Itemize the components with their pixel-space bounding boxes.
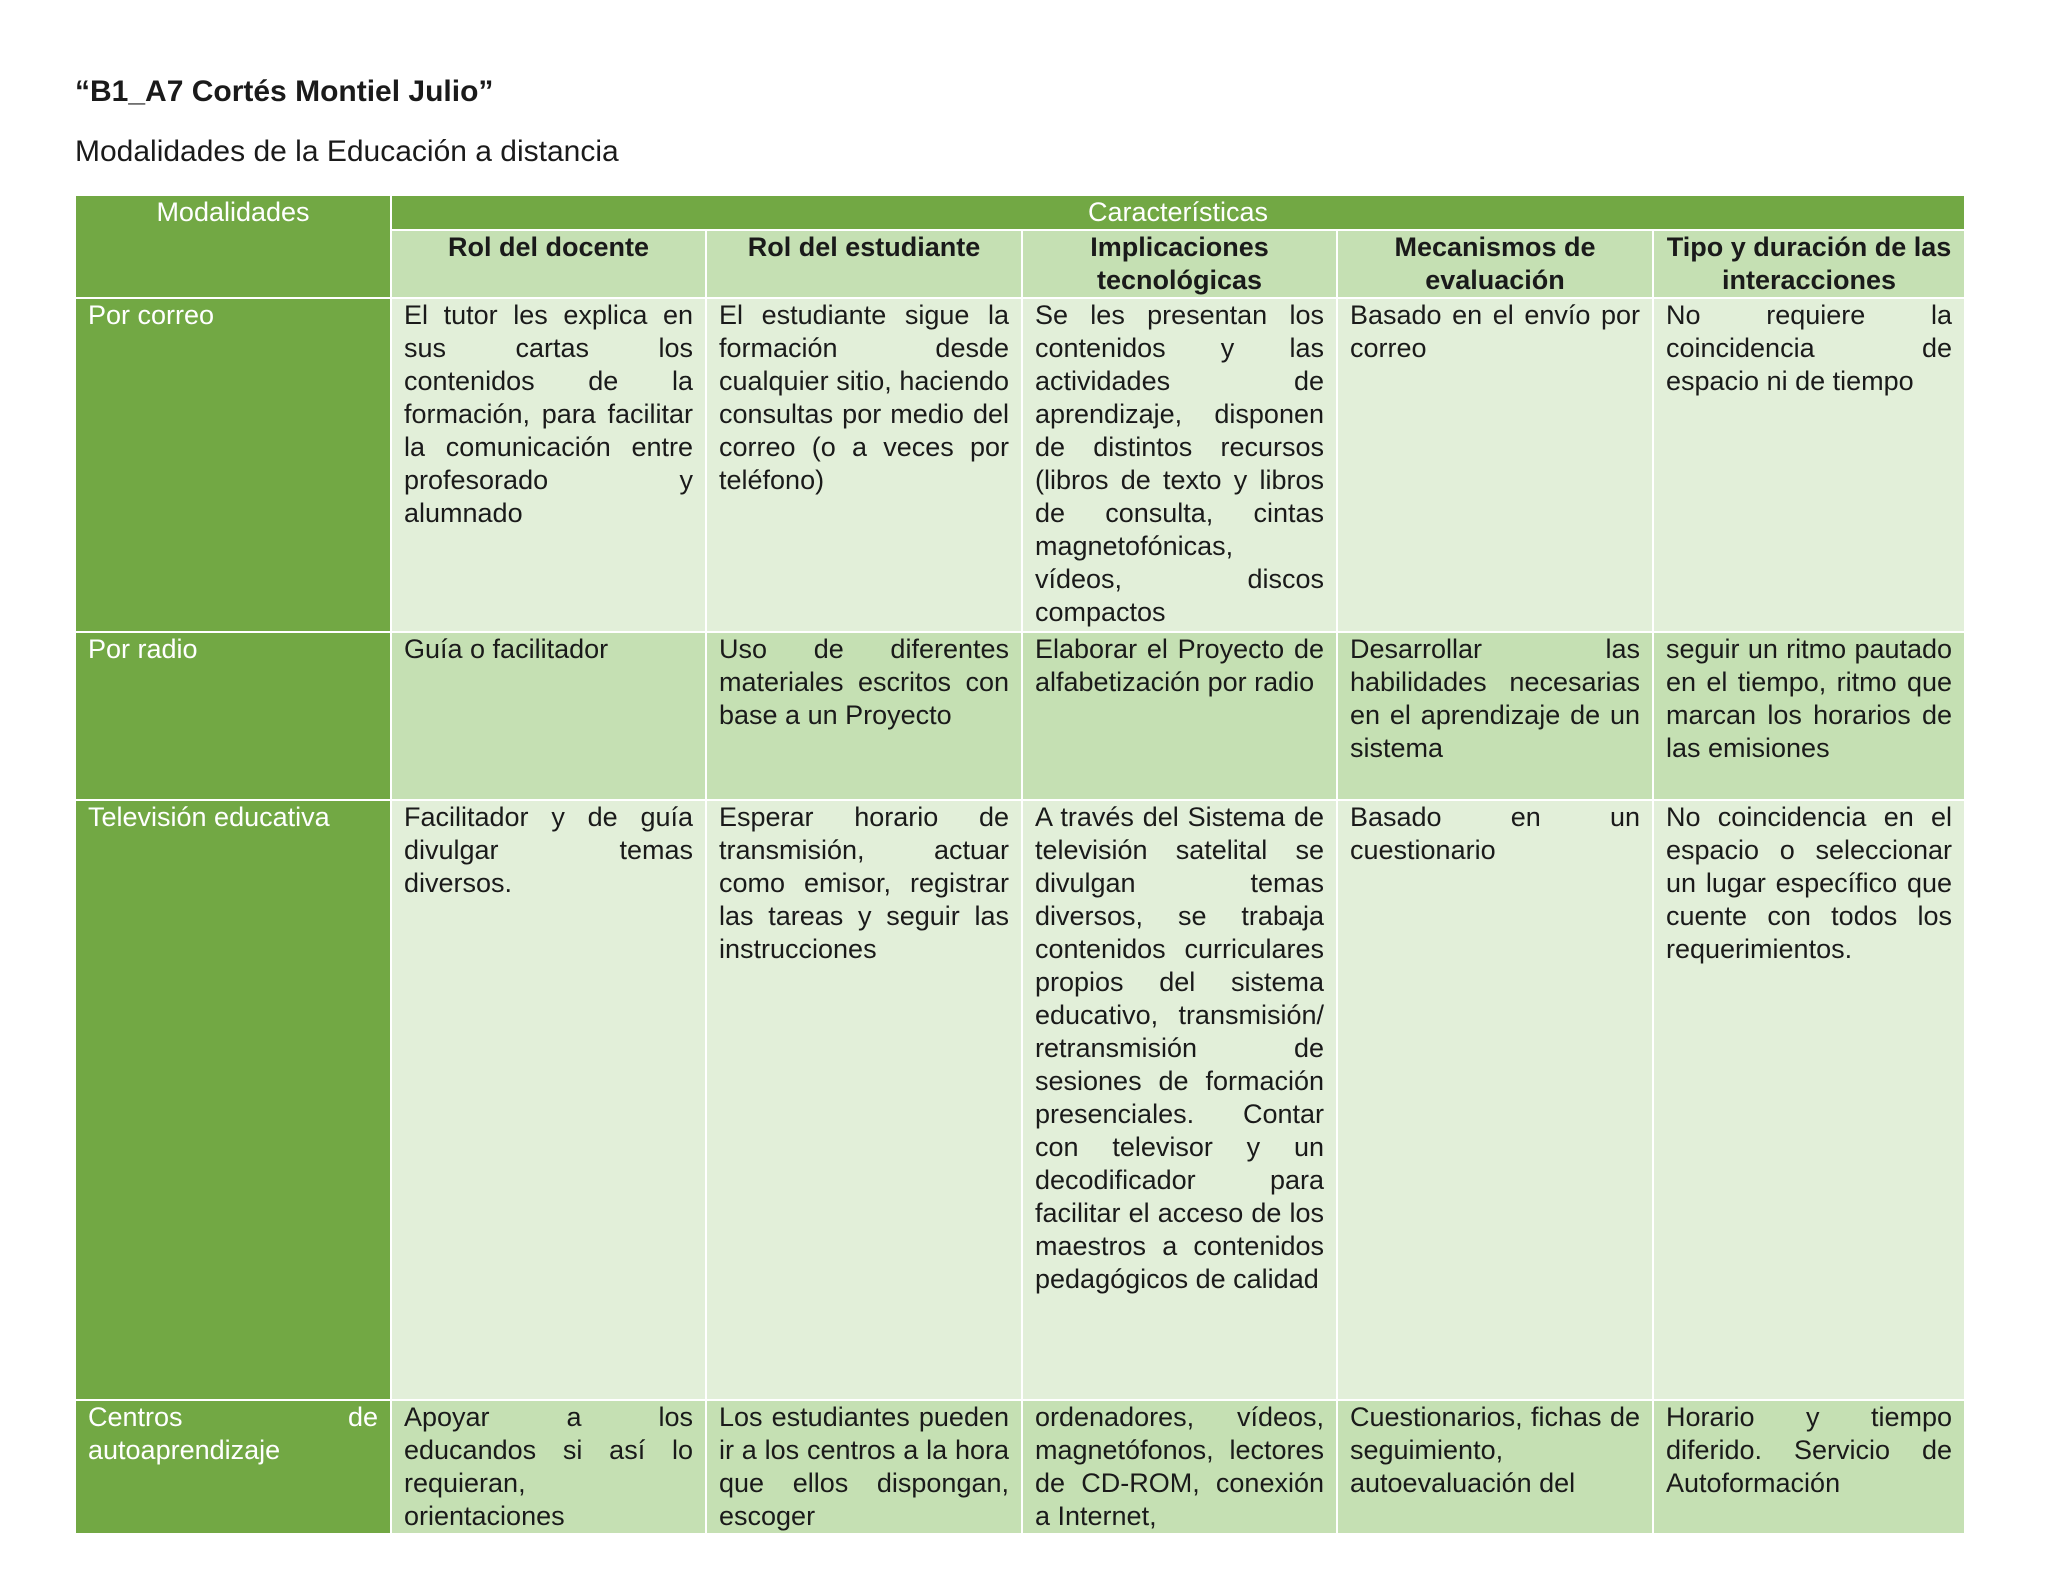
modalidades-header: Modalidades — [75, 195, 391, 298]
table-cell: A través del Sistema de televisión satelital se divulgan temas diversos, se trabaja contenidos curriculares propios del sistema educativo, transmisión/ retransmisión de sesiones de formación presenciales. Contar con televisor y un decodificador para facilitar el acceso de los maestros a contenidos pedagógicos de calidad — [1022, 800, 1337, 1400]
table-cell: ordenadores, vídeos, magnetófonos, lectores de CD-ROM, conexión a Internet, — [1022, 1400, 1337, 1534]
row-header-por-radio: Por radio — [75, 632, 391, 800]
table-cell: Cuestionarios, fichas de seguimiento, autoevaluación del — [1337, 1400, 1653, 1534]
table-cell: Horario y tiempo diferido. Servicio de Autoformación — [1653, 1400, 1965, 1534]
table-cell: Apoyar a los educandos si así lo requieran, orientaciones — [391, 1400, 706, 1534]
table-cell: El tutor les explica en sus cartas los contenidos de la formación, para facilitar la comunicación entre profesorado y alumnado — [391, 298, 706, 632]
table-cell: Basado en un cuestionario — [1337, 800, 1653, 1400]
table-cell: Facilitador y de guía divulgar temas diversos. — [391, 800, 706, 1400]
table-cell: No coincidencia en el espacio o seleccionar un lugar específico que cuente con todos los requerimientos. — [1653, 800, 1965, 1400]
table-cell: Uso de diferentes materiales escritos con base a un Proyecto — [706, 632, 1022, 800]
row-header-centros-autoaprendizaje: Centros de autoaprendizaje — [75, 1400, 391, 1534]
table-row — [75, 1400, 1965, 1534]
table-cell: Se les presentan los contenidos y las actividades de aprendizaje, disponen de distintos recursos (libros de texto y libros de consulta, cintas magnetofónicas, vídeos, discos compactos — [1022, 298, 1337, 632]
table-header-row — [75, 195, 1965, 230]
table-cell: Basado en el envío por correo — [1337, 298, 1653, 632]
row-header-por-correo: Por correo — [75, 298, 391, 632]
column-header-implicaciones: Implicaciones tecnológicas — [1022, 230, 1337, 298]
column-header-rol-docente: Rol del docente — [391, 230, 706, 298]
column-header-interacciones: Tipo y duración de las interacciones — [1653, 230, 1965, 298]
document-subtitle: Modalidades de la Educación a distancia — [75, 135, 619, 168]
column-header-rol-estudiante: Rol del estudiante — [706, 230, 1022, 298]
table-cell: Esperar horario de transmisión, actuar como emisor, registrar las tareas y seguir las instrucciones — [706, 800, 1022, 1400]
table-cell: Desarrollar las habilidades necesarias en el aprendizaje de un sistema — [1337, 632, 1653, 800]
table-cell: Elaborar el Proyecto de alfabetización por radio — [1022, 632, 1337, 800]
table-row — [75, 298, 1965, 632]
column-header-mecanismos: Mecanismos de evaluación — [1337, 230, 1653, 298]
table-cell: Los estudiantes pueden ir a los centros a la hora que ellos dispongan, escoger — [706, 1400, 1022, 1534]
table-cell: El estudiante sigue la formación desde cualquier sitio, haciendo consultas por medio del correo (o a veces por teléfono) — [706, 298, 1022, 632]
table-cell: seguir un ritmo pautado en el tiempo, ritmo que marcan los horarios de las emisiones — [1653, 632, 1965, 800]
modalidades-table — [74, 194, 1966, 1535]
table-row — [75, 800, 1965, 1400]
caracteristicas-header: Características — [391, 195, 1965, 230]
table-cell: No requiere la coincidencia de espacio ni de tiempo — [1653, 298, 1965, 632]
table-row — [75, 632, 1965, 800]
table-cell: Guía o facilitador — [391, 632, 706, 800]
document-title: “B1_A7 Cortés Montiel Julio” — [75, 75, 494, 108]
row-header-television-educativa: Televisión educativa — [75, 800, 391, 1400]
